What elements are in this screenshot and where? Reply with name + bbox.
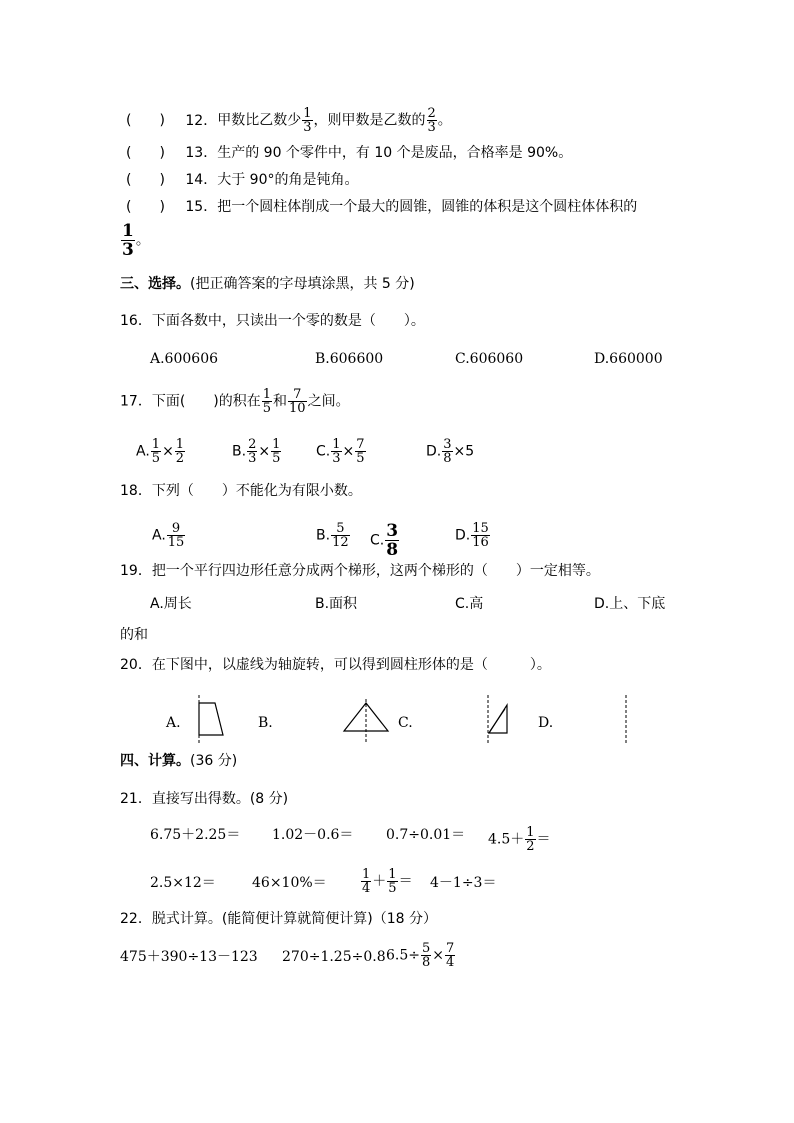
q19-option-d-wrap: 的和 [120, 627, 148, 643]
q17-option-c[interactable]: C. $\frac{1}{3}$ × $\frac{7}{5}$ [316, 437, 365, 466]
q20-option-b[interactable]: B. [258, 715, 273, 731]
question-13 [126, 144, 572, 162]
question-text: ，则甲数是乙数的 [313, 112, 426, 129]
question-text: 大于 90°的角是钝角。 [217, 172, 359, 188]
q20-option-a[interactable]: A. [166, 715, 181, 731]
q21-expr-6: 46×10%＝ [252, 875, 327, 891]
q21-expr-5: 2.5×12＝ [150, 875, 216, 891]
q16-option-b[interactable]: B.606600 [315, 351, 384, 367]
question-number: 14． [185, 172, 218, 188]
q22-expr-1: 475＋390÷13－123 [120, 949, 258, 965]
q21-expr-1: 6.75＋2.25＝ [150, 827, 241, 843]
q16-option-c[interactable]: C.606060 [455, 351, 524, 367]
question-14 [126, 171, 358, 189]
q18-option-a[interactable]: A. $\frac{9}{15}$ [152, 521, 185, 550]
section-3-heading: 三、选择。(把正确答案的字母填涂黑，共 5 分) [120, 276, 415, 292]
q19-option-b[interactable]: B.面积 [315, 596, 358, 612]
q17-option-a[interactable]: A. $\frac{1}{5}$ × $\frac{1}{2}$ [136, 437, 185, 466]
q18-option-b[interactable]: B. $\frac{5}{12}$ [316, 521, 349, 550]
q18-option-c[interactable]: C. $\frac{3}{8}$ [370, 521, 399, 560]
q16-option-a[interactable]: A.600606 [150, 351, 219, 367]
axis-only-figure [620, 695, 632, 745]
q21-expr-3: 0.7÷0.01＝ [386, 827, 466, 843]
question-21-stem: 21．直接写出得数。(8 分) [120, 791, 289, 807]
answer-paren[interactable]: ( ) [126, 199, 165, 215]
question-17-stem: 17．下面( )的积在 $\frac{1}{5}$ 和 $\frac{7}{10}$ 之间。 [120, 387, 350, 416]
question-22-stem: 22．脱式计算。(能简便计算就简便计算)（18 分） [120, 911, 438, 927]
question-18-stem: 18．下列（ ）不能化为有限小数。 [120, 483, 362, 499]
q20-option-c[interactable]: C. [398, 715, 413, 731]
question-number: 13． [185, 145, 218, 161]
q17-option-b[interactable]: B. $\frac{2}{3}$ × $\frac{1}{5}$ [232, 437, 281, 466]
trapezoid-figure [190, 695, 240, 745]
answer-paren[interactable]: ( ) [126, 112, 165, 129]
q22-expr-3: 6.5÷ $\frac{5}{8}$ × $\frac{7}{4}$ [386, 941, 455, 970]
question-20-stem: 20．在下图中，以虚线为轴旋转，可以得到圆柱形体的是（ ）。 [120, 657, 551, 673]
trapezoid-shape [199, 703, 223, 735]
answer-paren[interactable]: ( ) [126, 145, 165, 161]
question-text: 把一个圆柱体削成一个最大的圆锥，圆锥的体积是这个圆柱体体积的 [217, 199, 638, 215]
question-15-fraction: $\frac{1}{3}$ 。 [122, 221, 150, 260]
fraction: $\frac{1}{3}$ [303, 106, 312, 135]
answer-paren[interactable]: ( ) [126, 172, 165, 188]
question-text: 生产的 90 个零件中，有 10 个是废品，合格率是 90%。 [217, 145, 573, 161]
question-number: 15． [185, 199, 218, 215]
q17-option-d[interactable]: D. $\frac{3}{8}$ ×5 [426, 437, 475, 466]
q21-expr-2: 1.02－0.6＝ [272, 827, 354, 843]
section-4-heading: 四、计算。(36 分) [120, 753, 238, 769]
question-19-stem: 19．把一个平行四边形任意分成两个梯形，这两个梯形的（ ）一定相等。 [120, 563, 600, 579]
q19-option-c[interactable]: C.高 [455, 596, 484, 612]
right-triangle-figure [480, 695, 520, 745]
q19-option-d[interactable]: D.上、下底 [594, 596, 666, 612]
question-text: 甲数比乙数少 [217, 112, 302, 129]
fraction: $\frac{2}{3}$ [427, 106, 436, 135]
q20-option-d[interactable]: D. [538, 715, 554, 731]
q21-expr-8: 4－1÷3＝ [430, 875, 497, 891]
q18-option-d[interactable]: D. $\frac{15}{16}$ [455, 521, 489, 550]
triangle-figure [340, 695, 390, 745]
question-15 [126, 198, 637, 216]
question-12: ( ) 12．甲数比乙数少 $\frac{1}{3}$ ，则甲数是乙数的 $\frac{2}{3}$ 。 [126, 106, 452, 135]
q16-option-d[interactable]: D.660000 [594, 351, 663, 367]
q21-expr-4: 4.5＋ $\frac{1}{2}$ ＝ [488, 825, 551, 854]
question-number: 12． [185, 112, 218, 129]
q21-expr-7: $\frac{1}{4}$ ＋ $\frac{1}{5}$ ＝ [362, 867, 413, 896]
q22-expr-2: 270÷1.25÷0.8 [282, 949, 386, 965]
question-16-stem: 16．下面各数中，只读出一个零的数是（ ）。 [120, 313, 425, 329]
q19-option-a[interactable]: A.周长 [150, 596, 192, 612]
